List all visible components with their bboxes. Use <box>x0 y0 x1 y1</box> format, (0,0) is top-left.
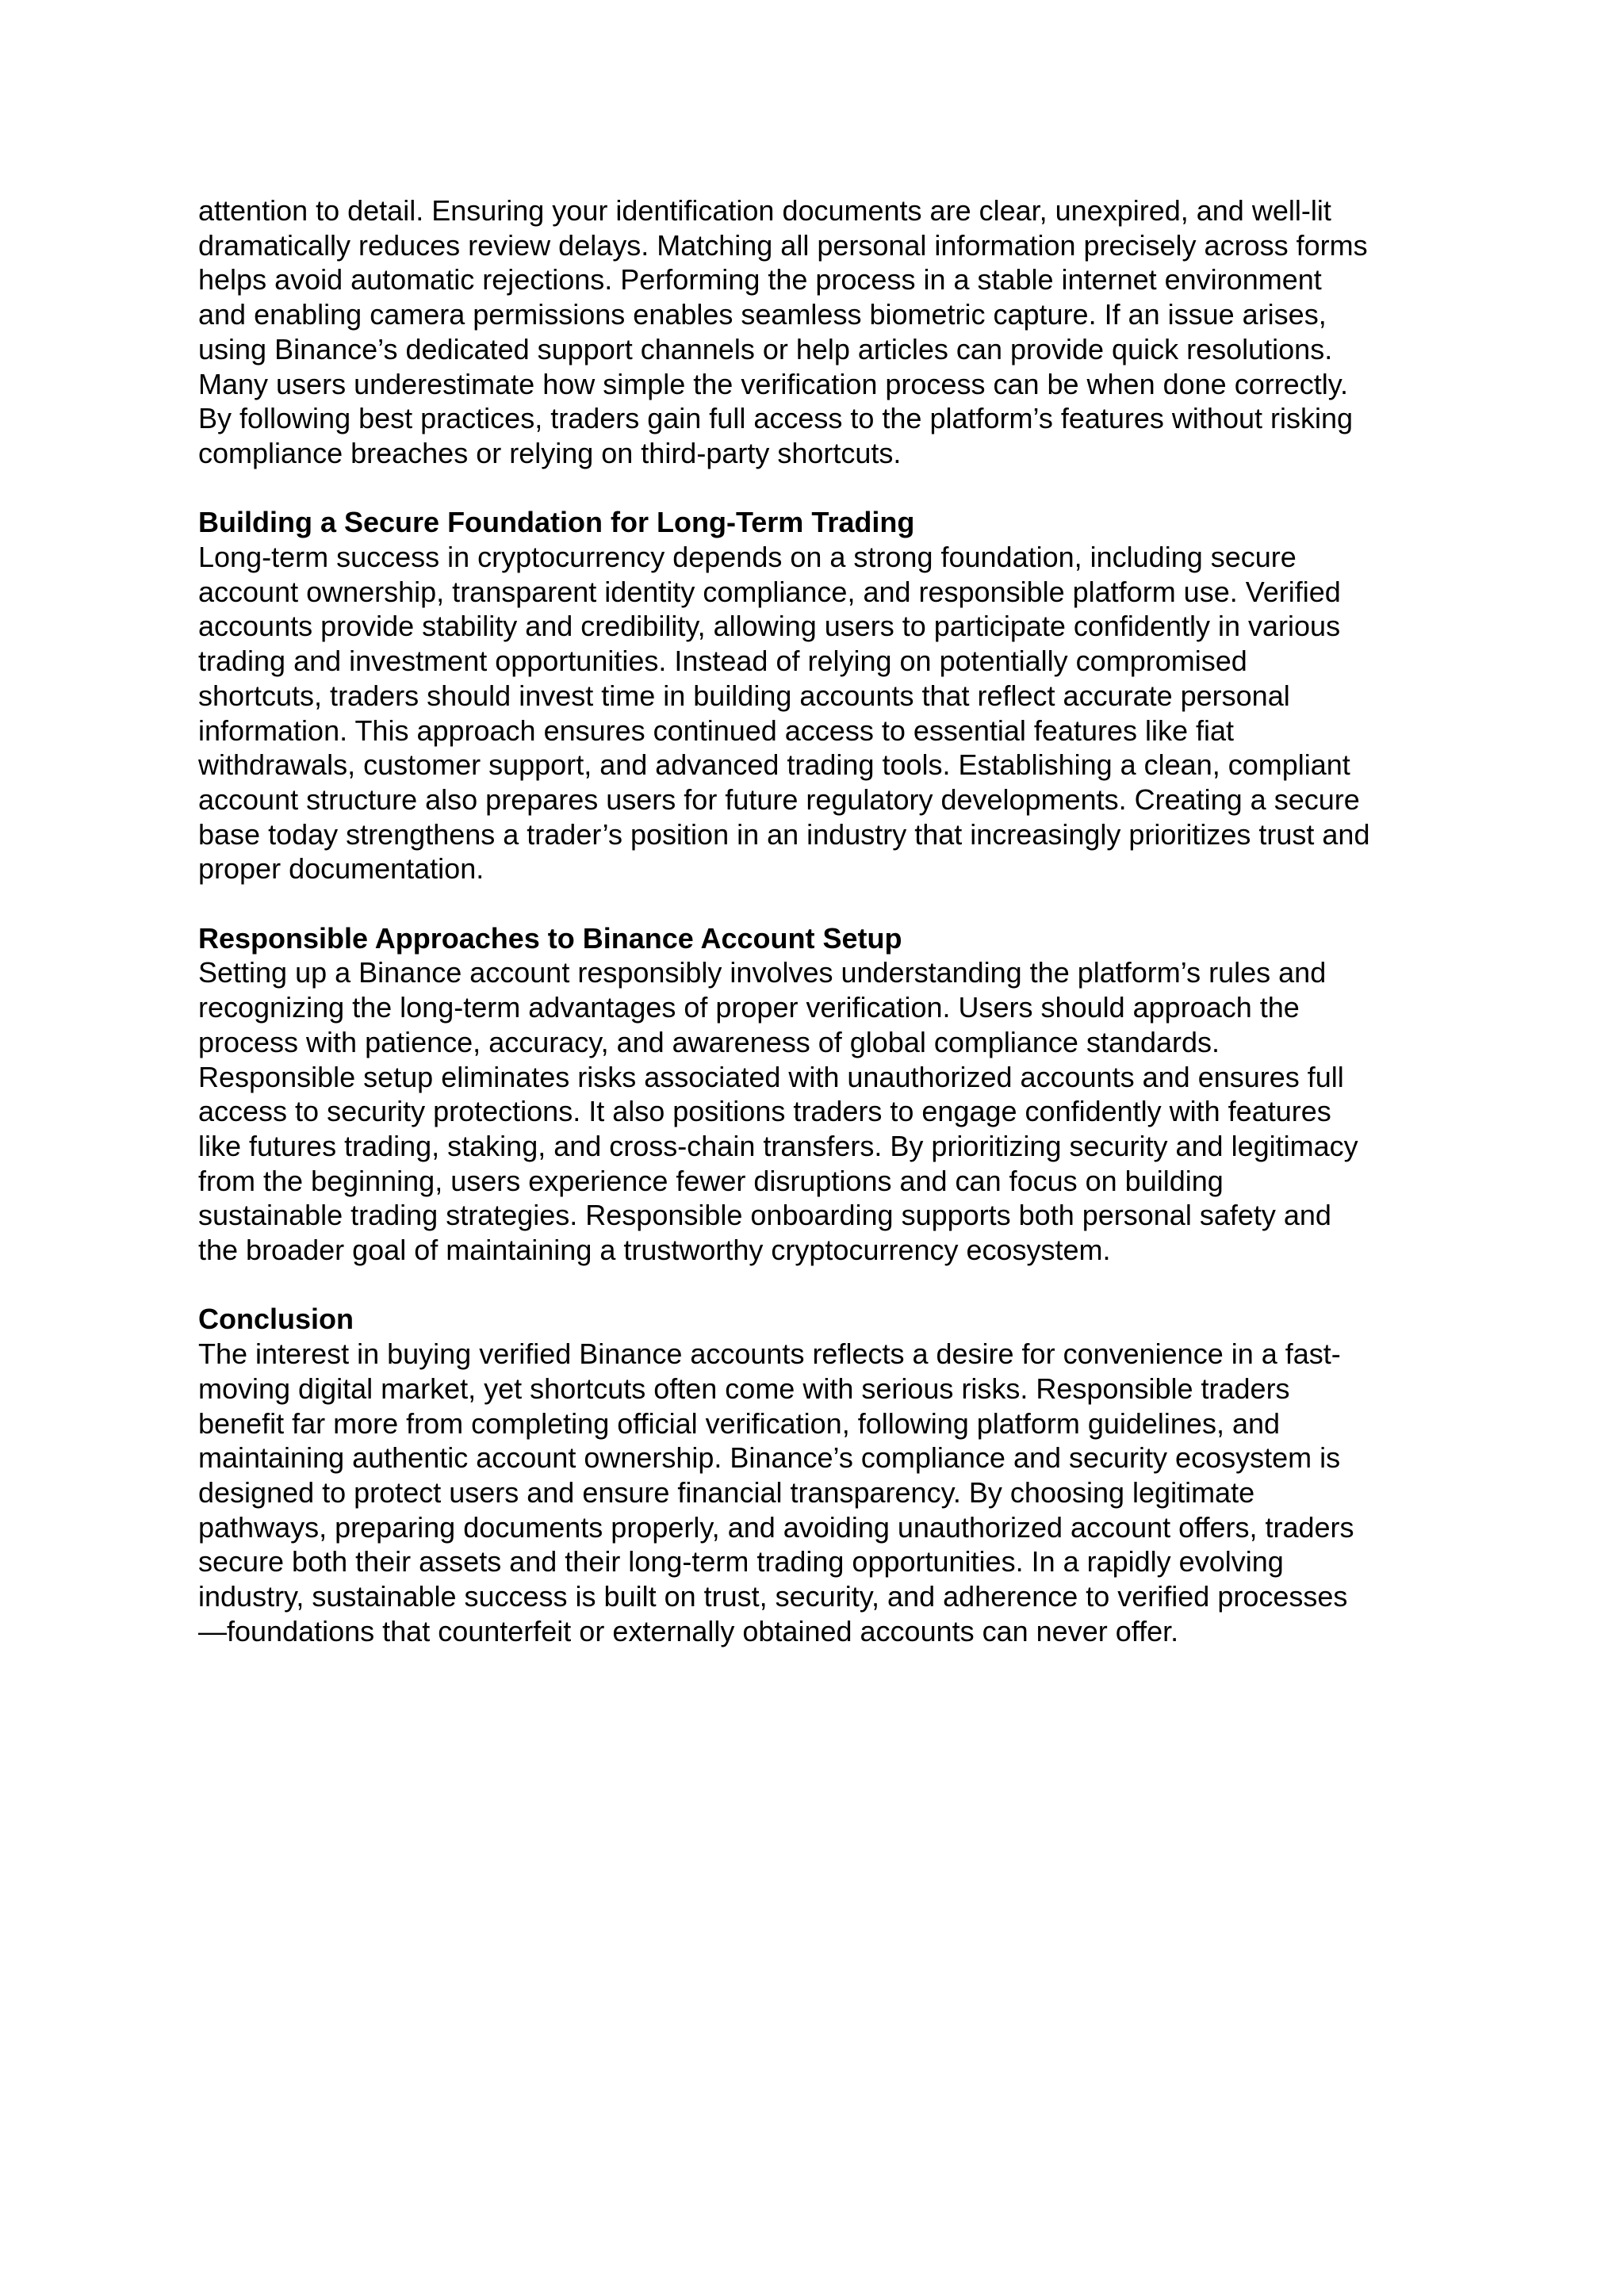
text-line: Long-term success in cryptocurrency depends on a strong foundation, including secure <box>198 541 1297 574</box>
text-line: sustainable trading strategies. Responsible onboarding supports both personal safety and <box>198 1199 1331 1232</box>
text-line: Setting up a Binance account responsibly involves understanding the platform’s rules and <box>198 956 1327 989</box>
text-line: account structure also prepares users for future regulatory developments. Creating a secure <box>198 783 1360 816</box>
text-line: dramatically reduces review delays. Matching all personal information precisely across forms <box>198 228 1368 262</box>
section-heading: Conclusion <box>198 1303 354 1336</box>
text-line: Many users underestimate how simple the verification process can be when done correctly. <box>198 367 1349 400</box>
text-line: base today strengthens a trader’s position in an industry that increasingly prioritizes trust and <box>198 817 1370 851</box>
text-line: secure both their assets and their long-term trading opportunities. In a rapidly evolving <box>198 1545 1284 1578</box>
section-conclusion <box>198 1302 1435 1648</box>
text-line: Responsible setup eliminates risks associated with unauthorized accounts and ensures full <box>198 1060 1344 1093</box>
text-line: moving digital market, yet shortcuts often come with serious risks. Responsible traders <box>198 1372 1290 1405</box>
text-line: —foundations that counterfeit or externally obtained accounts can never offer. <box>198 1614 1179 1647</box>
text-line: maintaining authentic account ownership. Binance’s compliance and security ecosystem is <box>198 1441 1341 1475</box>
text-line: benefit far more from completing official verification, following platform guidelines, and <box>198 1406 1281 1440</box>
text-line: and enabling camera permissions enables seamless biometric capture. If an issue arises, <box>198 298 1327 331</box>
text-line: pathways, preparing documents properly, and avoiding unauthorized account offers, traders <box>198 1510 1354 1544</box>
text-line: using Binance’s dedicated support channels or help articles can provide quick resolutions. <box>198 332 1333 365</box>
text-line: access to security protections. It also positions traders to engage confidently with features <box>198 1095 1331 1128</box>
text-line: trading and investment opportunities. Instead of relying on potentially compromised <box>198 645 1247 678</box>
text-line: withdrawals, customer support, and advanced trading tools. Establishing a clean, compliant <box>198 748 1350 782</box>
text-line: attention to detail. Ensuring your identification documents are clear, unexpired, and well-lit <box>198 194 1331 227</box>
text-line: the broader goal of maintaining a trustworthy cryptocurrency ecosystem. <box>198 1234 1111 1267</box>
text-line: account ownership, transparent identity compliance, and responsible platform use. Verified <box>198 575 1341 608</box>
text-line: information. This approach ensures continued access to essential features like fiat <box>198 714 1235 747</box>
text-line: proper documentation. <box>198 852 485 886</box>
text-line: like futures trading, staking, and cross-chain transfers. By prioritizing security and legitimacy <box>198 1129 1358 1162</box>
text-line: industry, sustainable success is built on trust, security, and adherence to verified processes <box>198 1580 1348 1613</box>
section-responsible-setup <box>198 921 1435 1268</box>
text-line: compliance breaches or relying on third-party shortcuts. <box>198 436 902 469</box>
text-line: By following best practices, traders gain full access to the platform’s features without risking <box>198 402 1354 435</box>
intro-paragraph <box>198 193 1435 471</box>
text-line: The interest in buying verified Binance accounts reflects a desire for convenience in a fast- <box>198 1337 1341 1371</box>
text-line: process with patience, accuracy, and awareness of global compliance standards. <box>198 1025 1220 1058</box>
document-page <box>198 193 1435 1648</box>
section-heading: Responsible Approaches to Binance Account Setup <box>198 921 902 955</box>
section-heading: Building a Secure Foundation for Long-Term Trading <box>198 506 915 539</box>
text-line: helps avoid automatic rejections. Performing the process in a stable internet environment <box>198 263 1322 297</box>
text-line: designed to protect users and ensure financial transparency. By choosing legitimate <box>198 1475 1255 1509</box>
text-line: from the beginning, users experience fewer disruptions and can focus on building <box>198 1164 1224 1197</box>
text-line: shortcuts, traders should invest time in building accounts that reflect accurate personal <box>198 679 1290 712</box>
text-line: recognizing the long-term advantages of proper verification. Users should approach the <box>198 991 1300 1024</box>
text-line: accounts provide stability and credibility, allowing users to participate confidently in various <box>198 610 1341 643</box>
section-secure-foundation <box>198 505 1435 886</box>
